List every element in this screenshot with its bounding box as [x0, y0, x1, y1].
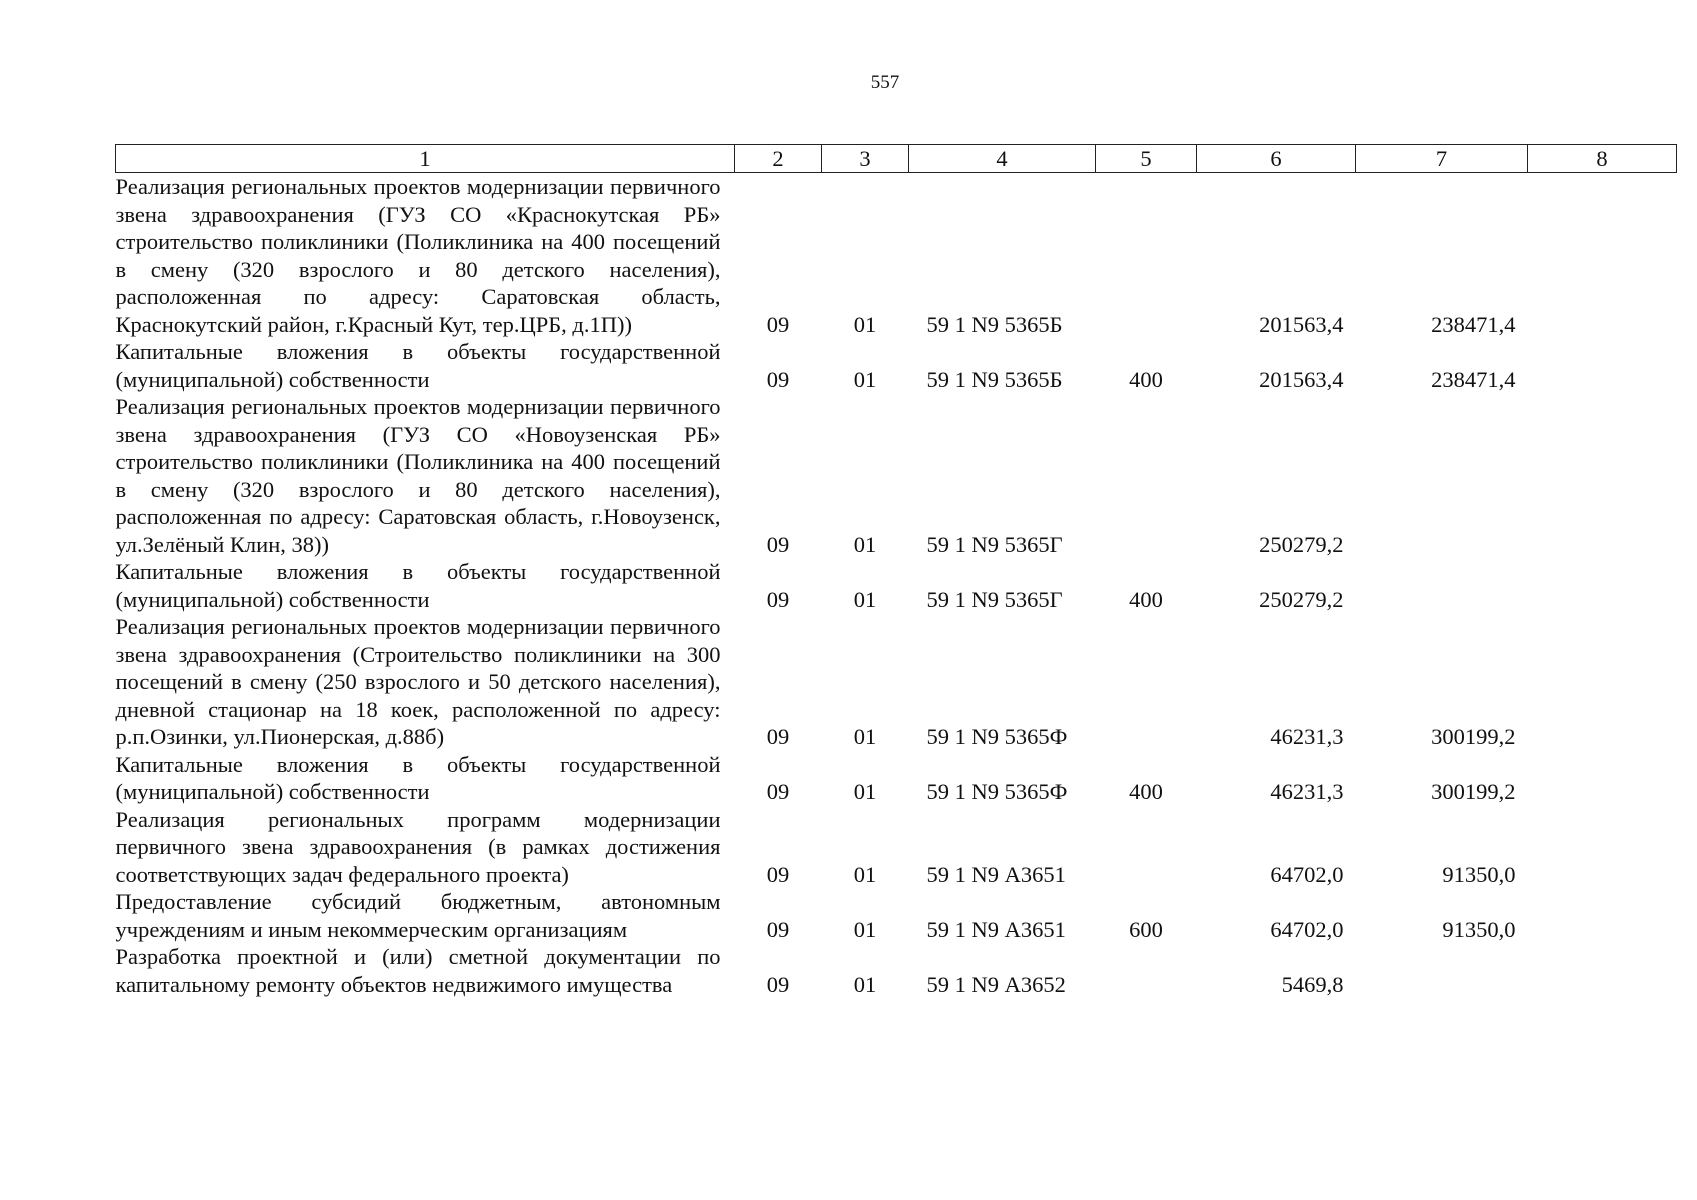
- row-subsection: 01: [853, 916, 877, 942]
- row-target-code: 59 1 N9 5365Б: [926, 311, 1063, 337]
- table-row: [116, 751, 1677, 806]
- row-name: Реализация региональных проектов модернизации первичного звена здравоохранения (ГУЗ СО «Краснокутская РБ» строительство поликлиники (Поликлиника на 400 посещений в смену (320 взрослого и 80 детского населения), расположенная по адресу: Саратовская область, Краснокутский район, г.Красный Кут, тер.ЦРБ, д.1П)): [115, 174, 721, 337]
- row-section: 09: [766, 586, 790, 612]
- table-row: [116, 393, 1677, 558]
- row-section: 09: [766, 366, 790, 392]
- row-name: Капитальные вложения в объекты государственной (муниципальной) собственности: [115, 339, 721, 392]
- row-amount-7: 238471,4: [1431, 366, 1516, 392]
- row-amount-8: [1528, 751, 1677, 806]
- row-amount-7: 91350,0: [1442, 916, 1516, 942]
- row-subsection: 01: [853, 531, 877, 557]
- row-amount-8: [1528, 943, 1677, 998]
- row-expense-type: [1096, 393, 1197, 558]
- row-name: Реализация региональных проектов модернизации первичного звена здравоохранения (Строительство поликлиники на 300 посещений в смену (250 взрослого и 50 детского населения), дневной стационар на 18 коек, расположенной по адресу: р.п.Озинки, ул.Пионерская, д.88б): [115, 614, 721, 749]
- row-expense-type: 400: [1129, 586, 1163, 612]
- row-amount-8: [1528, 338, 1677, 393]
- row-expense-type: 400: [1129, 366, 1163, 392]
- row-expense-type: [1096, 806, 1197, 889]
- row-name: Реализация региональных проектов модернизации первичного звена здравоохранения (ГУЗ СО «Новоузенская РБ» строительство поликлиники (Поликлиника на 400 посещений в смену (320 взрослого и 80 детского населения), расположенная по адресу: Саратовская область, г.Новоузенск, ул.Зелёный Клин, 38)): [115, 394, 721, 557]
- row-amount-6: 46231,3: [1270, 779, 1344, 804]
- row-subsection: 01: [853, 586, 877, 612]
- row-target-code: 59 1 N9 А3651: [926, 916, 1066, 942]
- row-target-code: 59 1 N9 5365Б: [926, 366, 1063, 392]
- row-amount-8: [1528, 173, 1677, 339]
- row-amount-7: 300199,2: [1431, 779, 1516, 804]
- row-amount-6: 201563,4: [1259, 366, 1344, 392]
- table-row: [116, 613, 1677, 751]
- budget-table: [115, 144, 1677, 998]
- row-section: 09: [766, 861, 790, 887]
- page-number: 557: [870, 72, 900, 93]
- row-amount-7: [1356, 393, 1528, 558]
- row-target-code: 59 1 N9 5365Г: [926, 586, 1063, 612]
- table-row: [116, 943, 1677, 998]
- header-col-6: 6: [1197, 145, 1356, 173]
- row-subsection: 01: [853, 311, 877, 337]
- table-header: [116, 145, 1677, 173]
- row-amount-6: 201563,4: [1259, 311, 1344, 337]
- row-amount-7: [1356, 943, 1528, 998]
- table-row: [116, 173, 1677, 339]
- row-name: Реализация региональных программ модернизации первичного звена здравоохранения (в рамках достижения соответствующих задач федерального проекта): [115, 806, 721, 887]
- row-name: Капитальные вложения в объекты государственной (муниципальной) собственности: [115, 751, 721, 804]
- row-target-code: 59 1 N9 А3652: [926, 971, 1066, 997]
- row-target-code: 59 1 N9 5365Ф: [926, 724, 1068, 749]
- row-name: Предоставление субсидий бюджетным, автономным учреждениям и иным некоммерческим организациям: [115, 889, 721, 942]
- table-row: [116, 888, 1677, 943]
- row-amount-6: 46231,3: [1270, 724, 1344, 749]
- row-amount-7: [1356, 558, 1528, 613]
- row-amount-8: [1528, 806, 1677, 889]
- row-amount-7: 238471,4: [1431, 311, 1516, 337]
- row-amount-8: [1528, 613, 1677, 751]
- row-section: 09: [766, 971, 790, 997]
- row-amount-6: 250279,2: [1259, 531, 1344, 557]
- header-col-3: 3: [822, 145, 909, 173]
- row-name: Капитальные вложения в объекты государственной (муниципальной) собственности: [115, 559, 721, 612]
- header-col-2: 2: [735, 145, 822, 173]
- header-col-4: 4: [909, 145, 1096, 173]
- row-amount-6: 5469,8: [1281, 971, 1344, 997]
- row-amount-6: 64702,0: [1270, 861, 1344, 887]
- row-amount-8: [1528, 393, 1677, 558]
- table-row: [116, 806, 1677, 889]
- row-subsection: 01: [853, 366, 877, 392]
- table-body: [116, 173, 1677, 999]
- header-col-1: 1: [116, 145, 735, 173]
- header-col-5: 5: [1096, 145, 1197, 173]
- row-target-code: 59 1 N9 5365Ф: [926, 779, 1068, 804]
- row-section: 09: [766, 916, 790, 942]
- header-row: [116, 145, 1677, 173]
- row-amount-6: 250279,2: [1259, 586, 1344, 612]
- header-col-8: 8: [1528, 145, 1677, 173]
- row-amount-8: [1528, 558, 1677, 613]
- row-amount-6: 64702,0: [1270, 916, 1344, 942]
- row-name: Разработка проектной и (или) сметной документации по капитальному ремонту объектов недвижимого имущества: [115, 944, 721, 997]
- row-subsection: 01: [853, 724, 877, 749]
- row-subsection: 01: [853, 971, 877, 997]
- row-target-code: 59 1 N9 5365Г: [926, 531, 1063, 557]
- row-amount-8: [1528, 888, 1677, 943]
- row-expense-type: [1096, 613, 1197, 751]
- row-expense-type: 600: [1129, 916, 1163, 942]
- row-subsection: 01: [853, 861, 877, 887]
- table-row: [116, 338, 1677, 393]
- row-section: 09: [766, 779, 790, 804]
- row-expense-type: [1096, 943, 1197, 998]
- row-subsection: 01: [853, 779, 877, 804]
- row-section: 09: [766, 531, 790, 557]
- row-amount-7: 91350,0: [1442, 861, 1516, 887]
- row-expense-type: 400: [1129, 779, 1163, 804]
- table-row: [116, 558, 1677, 613]
- row-section: 09: [766, 311, 790, 337]
- row-section: 09: [766, 724, 790, 749]
- row-target-code: 59 1 N9 А3651: [926, 861, 1066, 887]
- header-col-7: 7: [1356, 145, 1528, 173]
- row-amount-7: 300199,2: [1431, 724, 1516, 749]
- row-expense-type: [1096, 173, 1197, 339]
